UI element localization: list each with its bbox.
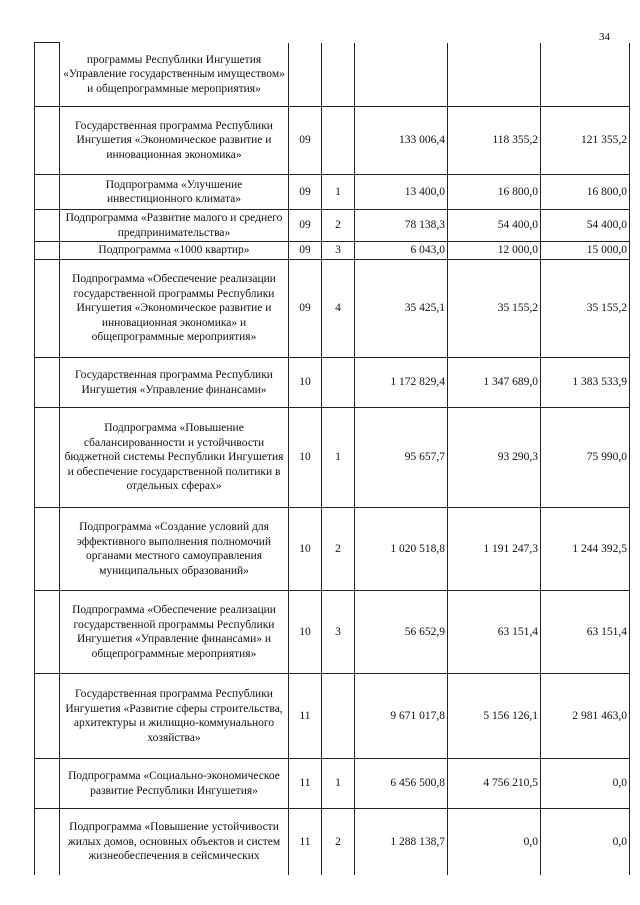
value-year-2: 1 347 689,0 <box>448 358 541 408</box>
subprogram-code: 1 <box>322 175 355 210</box>
value-year-2: 93 290,3 <box>448 408 541 508</box>
value-year-2: 118 355,2 <box>448 107 541 175</box>
value-year-3: 15 000,0 <box>541 242 630 260</box>
subprogram-code: 4 <box>322 260 355 358</box>
subprogram-code: 2 <box>322 508 355 591</box>
subprogram-code: 1 <box>322 408 355 508</box>
blank-cell <box>35 759 60 809</box>
value-year-3 <box>541 43 630 107</box>
value-year-3: 35 155,2 <box>541 260 630 358</box>
program-name: Подпрограмма «Повышение устойчивости жилых домов, основных объектов и систем жизнеобеспечения в сейсмических <box>60 809 289 875</box>
value-year-1: 1 020 518,8 <box>355 508 448 591</box>
table-row <box>35 210 630 242</box>
program-code: 09 <box>289 242 322 260</box>
value-year-1: 1 288 138,7 <box>355 809 448 875</box>
program-name: Подпрограмма «Социально-экономическое развитие Республики Ингушетия» <box>60 759 289 809</box>
program-name: программы Республики Ингушетия «Управление государственным имуществом» и общепрограммные мероприятия» <box>60 43 289 107</box>
value-year-1: 56 652,9 <box>355 591 448 674</box>
table-row <box>35 759 630 809</box>
value-year-3: 75 990,0 <box>541 408 630 508</box>
value-year-1: 9 671 017,8 <box>355 674 448 759</box>
program-code: 10 <box>289 358 322 408</box>
program-name: Государственная программа Республики Ингушетия «Управление финансами» <box>60 358 289 408</box>
program-code: 10 <box>289 508 322 591</box>
subprogram-code <box>322 107 355 175</box>
value-year-2: 5 156 126,1 <box>448 674 541 759</box>
value-year-3: 121 355,2 <box>541 107 630 175</box>
value-year-3: 2 981 463,0 <box>541 674 630 759</box>
program-name: Государственная программа Республики Ингушетия «Развитие сферы строительства, архитектуры и жилищно-коммунального хозяйства» <box>60 674 289 759</box>
program-code: 11 <box>289 809 322 875</box>
value-year-1: 78 138,3 <box>355 210 448 242</box>
program-name: Подпрограмма «Повышение сбалансированности и устойчивости бюджетной системы Республики Ингушетия и обеспечение государственной политики в отдельных сферах» <box>60 408 289 508</box>
value-year-2: 54 400,0 <box>448 210 541 242</box>
table-row <box>35 408 630 508</box>
value-year-2: 12 000,0 <box>448 242 541 260</box>
program-name: Подпрограмма «Обеспечение реализации государственной программы Республики Ингушетия «Управление финансами» и общепрограммные мероприятия» <box>60 591 289 674</box>
subprogram-code: 3 <box>322 591 355 674</box>
program-code: 09 <box>289 210 322 242</box>
value-year-1: 133 006,4 <box>355 107 448 175</box>
value-year-1: 35 425,1 <box>355 260 448 358</box>
subprogram-code: 2 <box>322 809 355 875</box>
subprogram-code <box>322 43 355 107</box>
program-name: Подпрограмма «1000 квартир» <box>60 242 289 260</box>
program-code: 09 <box>289 175 322 210</box>
program-code: 11 <box>289 674 322 759</box>
value-year-1: 6 043,0 <box>355 242 448 260</box>
blank-cell <box>35 408 60 508</box>
blank-cell <box>35 358 60 408</box>
table-row <box>35 242 630 260</box>
table-row <box>35 43 630 107</box>
subprogram-code <box>322 358 355 408</box>
program-name: Государственная программа Республики Ингушетия «Экономическое развитие и инновационная экономика» <box>60 107 289 175</box>
value-year-3: 63 151,4 <box>541 591 630 674</box>
value-year-1: 6 456 500,8 <box>355 759 448 809</box>
blank-cell <box>35 107 60 175</box>
value-year-3: 0,0 <box>541 759 630 809</box>
subprogram-code: 3 <box>322 242 355 260</box>
table-row <box>35 674 630 759</box>
value-year-2: 0,0 <box>448 809 541 875</box>
blank-cell <box>35 674 60 759</box>
blank-cell <box>35 43 60 107</box>
value-year-2: 1 191 247,3 <box>448 508 541 591</box>
value-year-1: 1 172 829,4 <box>355 358 448 408</box>
table-row <box>35 809 630 875</box>
subprogram-code: 1 <box>322 759 355 809</box>
table-row <box>35 260 630 358</box>
program-code: 10 <box>289 591 322 674</box>
program-name: Подпрограмма «Обеспечение реализации государственной программы Республики Ингушетия «Экономическое развитие и инновационная экономика» и общепрограммные мероприятия» <box>60 260 289 358</box>
value-year-1 <box>355 43 448 107</box>
blank-cell <box>35 210 60 242</box>
blank-cell <box>35 508 60 591</box>
value-year-3: 1 383 533,9 <box>541 358 630 408</box>
value-year-2: 35 155,2 <box>448 260 541 358</box>
blank-cell <box>35 260 60 358</box>
program-code: 11 <box>289 759 322 809</box>
value-year-3: 1 244 392,5 <box>541 508 630 591</box>
page-number: 34 <box>599 31 610 43</box>
blank-cell <box>35 591 60 674</box>
value-year-3: 0,0 <box>541 809 630 875</box>
table-row <box>35 508 630 591</box>
table-row <box>35 591 630 674</box>
value-year-2: 63 151,4 <box>448 591 541 674</box>
program-name: Подпрограмма «Создание условий для эффективного выполнения полномочий органами местного самоуправления муниципальных образований» <box>60 508 289 591</box>
value-year-1: 13 400,0 <box>355 175 448 210</box>
subprogram-code <box>322 674 355 759</box>
value-year-3: 54 400,0 <box>541 210 630 242</box>
program-code: 09 <box>289 107 322 175</box>
value-year-2: 4 756 210,5 <box>448 759 541 809</box>
value-year-3: 16 800,0 <box>541 175 630 210</box>
program-code: 10 <box>289 408 322 508</box>
blank-cell <box>35 175 60 210</box>
value-year-2 <box>448 43 541 107</box>
value-year-1: 95 657,7 <box>355 408 448 508</box>
table-row <box>35 358 630 408</box>
program-code: 09 <box>289 260 322 358</box>
subprogram-code: 2 <box>322 210 355 242</box>
table-row <box>35 175 630 210</box>
blank-cell <box>35 809 60 875</box>
program-name: Подпрограмма «Развитие малого и среднего предпринимательства» <box>60 210 289 242</box>
table-row <box>35 107 630 175</box>
program-name: Подпрограмма «Улучшение инвестиционного климата» <box>60 175 289 210</box>
value-year-2: 16 800,0 <box>448 175 541 210</box>
budget-table <box>34 42 630 875</box>
blank-cell <box>35 242 60 260</box>
program-code <box>289 43 322 107</box>
